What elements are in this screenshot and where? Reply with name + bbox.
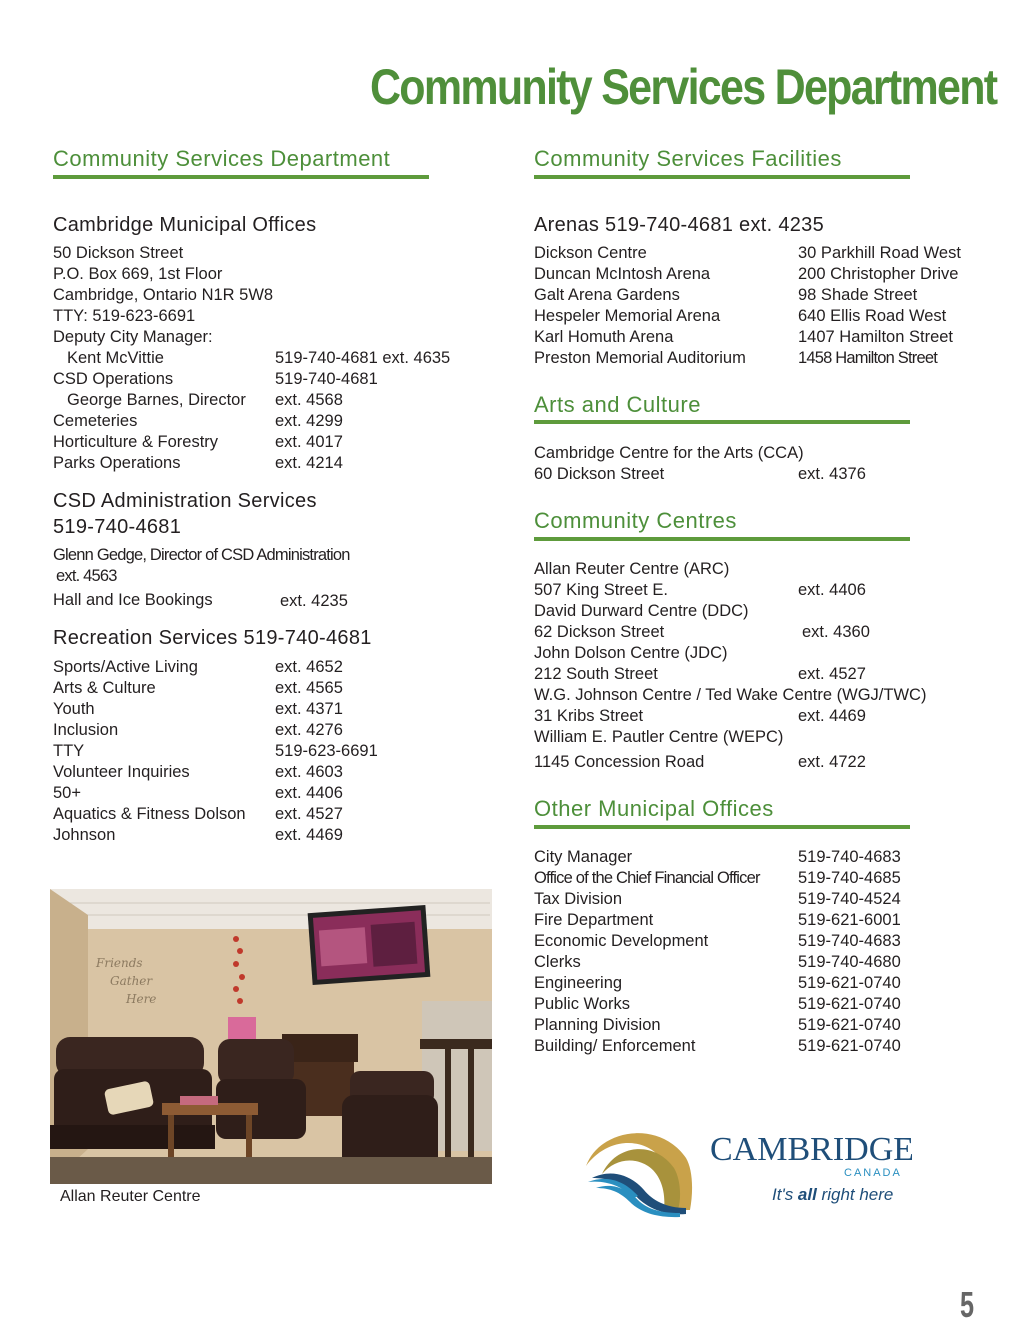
office-name: Economic Development bbox=[534, 932, 709, 950]
arena-name: Preston Memorial Auditorium bbox=[534, 349, 746, 367]
admin-services-title: CSD Administration Services bbox=[53, 490, 317, 512]
recreation-item: Johnson bbox=[53, 826, 116, 844]
contact-name: Kent McVittie bbox=[67, 349, 164, 367]
recreation-ext: ext. 4527 bbox=[275, 805, 343, 823]
address-line: TTY: 519-623-6691 bbox=[53, 307, 196, 325]
section-heading-arts: Arts and Culture bbox=[534, 392, 701, 417]
office-name: Clerks bbox=[534, 953, 581, 971]
section-rule bbox=[534, 825, 910, 829]
arena-address: 640 Ellis Road West bbox=[798, 307, 947, 325]
office-phone: 519-621-0740 bbox=[798, 974, 901, 992]
recreation-item: 50+ bbox=[53, 784, 81, 802]
contact-name: CSD Operations bbox=[53, 370, 174, 388]
section-heading-centres: Community Centres bbox=[534, 508, 737, 533]
centre-address: 1145 Concession Road bbox=[534, 753, 705, 771]
contact-name: Cemeteries bbox=[53, 412, 138, 430]
contact-value: 519-740-4681 bbox=[275, 370, 378, 388]
centre-name: William E. Pautler Centre (WEPC) bbox=[534, 728, 784, 746]
centre-ext: ext. 4722 bbox=[798, 753, 866, 771]
office-name: Building/ Enforcement bbox=[534, 1037, 696, 1055]
arena-name: Galt Arena Gardens bbox=[534, 286, 680, 304]
centre-ext: ext. 4406 bbox=[798, 581, 866, 599]
recreation-item: Volunteer Inquiries bbox=[53, 763, 190, 781]
recreation-item: TTY bbox=[53, 742, 85, 760]
logo-name: CAMBRIDGE bbox=[710, 1131, 912, 1168]
office-name: Fire Department bbox=[534, 911, 654, 929]
centre-address: 507 King Street E. bbox=[534, 581, 668, 599]
office-phone: 519-740-4524 bbox=[798, 890, 901, 908]
address-line: Deputy City Manager: bbox=[53, 328, 213, 346]
recreation-item: Youth bbox=[53, 700, 95, 718]
section-rule bbox=[53, 175, 429, 179]
section-rule bbox=[534, 420, 910, 424]
centre-address: 31 Kribs Street bbox=[534, 707, 644, 725]
office-phone: 519-621-0740 bbox=[798, 1016, 901, 1034]
contact-name: Horticulture & Forestry bbox=[53, 433, 219, 451]
centre-name: John Dolson Centre (JDC) bbox=[534, 644, 728, 662]
section-heading-facilities: Community Services Facilities bbox=[534, 146, 842, 171]
office-phone: 519-621-6001 bbox=[798, 911, 901, 929]
arena-name: Karl Homuth Arena bbox=[534, 328, 674, 346]
office-name: Planning Division bbox=[534, 1016, 661, 1034]
contact-value: ext. 4568 bbox=[275, 391, 343, 409]
office-phone: 519-740-4683 bbox=[798, 848, 901, 866]
arena-address: 1458 Hamilton Street bbox=[798, 349, 938, 367]
recreation-ext: ext. 4276 bbox=[275, 721, 343, 739]
office-phone: 519-740-4683 bbox=[798, 932, 901, 950]
cambridge-logo bbox=[582, 1118, 912, 1218]
section-rule bbox=[534, 175, 910, 179]
recreation-ext: 519-623-6691 bbox=[275, 742, 378, 760]
arts-centre-name: Cambridge Centre for the Arts (CCA) bbox=[534, 444, 804, 462]
hall-bookings-ext: ext. 4235 bbox=[280, 592, 348, 610]
arena-name: Dickson Centre bbox=[534, 244, 647, 262]
recreation-ext: ext. 4469 bbox=[275, 826, 343, 844]
section-heading-csd: Community Services Department bbox=[53, 146, 391, 171]
wall-text: Here bbox=[126, 992, 157, 1006]
arena-address: 98 Shade Street bbox=[798, 286, 918, 304]
contact-name: Parks Operations bbox=[53, 454, 181, 472]
admin-director: Glenn Gedge, Director of CSD Administration bbox=[53, 546, 350, 564]
wall-text: Friends bbox=[96, 956, 143, 970]
photo-caption: Allan Reuter Centre bbox=[60, 1188, 201, 1205]
office-phone: 519-740-4685 bbox=[798, 869, 901, 887]
address-line: P.O. Box 669, 1st Floor bbox=[53, 265, 223, 283]
office-name: Tax Division bbox=[534, 890, 623, 908]
recreation-ext: ext. 4652 bbox=[275, 658, 343, 676]
contact-value: 519-740-4681 ext. 4635 bbox=[275, 349, 451, 367]
contact-value: ext. 4017 bbox=[275, 433, 343, 451]
admin-services-phone: 519-740-4681 bbox=[53, 516, 182, 538]
centre-address: 212 South Street bbox=[534, 665, 658, 683]
admin-director-ext: ext. 4563 bbox=[56, 567, 117, 585]
recreation-ext: ext. 4406 bbox=[275, 784, 343, 802]
centre-name: Allan Reuter Centre (ARC) bbox=[534, 560, 730, 578]
address-line: 50 Dickson Street bbox=[53, 244, 184, 262]
office-phone: 519-740-4680 bbox=[798, 953, 901, 971]
contact-value: ext. 4214 bbox=[275, 454, 343, 472]
arena-address: 1407 Hamilton Street bbox=[798, 328, 954, 346]
contact-value: ext. 4299 bbox=[275, 412, 343, 430]
cambridge-emblem-icon bbox=[582, 1118, 912, 1218]
section-heading-offices: Other Municipal Offices bbox=[534, 796, 774, 821]
office-name: Engineering bbox=[534, 974, 623, 992]
office-phone: 519-621-0740 bbox=[798, 995, 901, 1013]
office-name: City Manager bbox=[534, 848, 633, 866]
arts-centre-ext: ext. 4376 bbox=[798, 465, 866, 483]
wall-text: Gather bbox=[110, 974, 153, 988]
logo-tagline: It's all right here bbox=[772, 1185, 894, 1204]
arena-name: Duncan McIntosh Arena bbox=[534, 265, 711, 283]
logo-sub: CANADA bbox=[844, 1167, 902, 1179]
arenas-title: Arenas 519-740-4681 ext. 4235 bbox=[534, 214, 825, 236]
hall-bookings-label: Hall and Ice Bookings bbox=[53, 591, 213, 609]
section-rule bbox=[534, 537, 910, 541]
arena-name: Hespeler Memorial Arena bbox=[534, 307, 721, 325]
address-line: Cambridge, Ontario N1R 5W8 bbox=[53, 286, 274, 304]
centre-name: W.G. Johnson Centre / Ted Wake Centre (WGJ/TWC) bbox=[534, 686, 927, 704]
arena-address: 200 Christopher Drive bbox=[798, 265, 959, 283]
recreation-title: Recreation Services 519-740-4681 bbox=[53, 627, 372, 649]
recreation-item: Arts & Culture bbox=[53, 679, 156, 697]
municipal-offices-title: Cambridge Municipal Offices bbox=[53, 214, 317, 236]
centre-name: David Durward Centre (DDC) bbox=[534, 602, 749, 620]
recreation-item: Inclusion bbox=[53, 721, 119, 739]
office-name: Office of the Chief Financial Officer bbox=[534, 869, 760, 887]
arena-address: 30 Parkhill Road West bbox=[798, 244, 961, 262]
allan-reuter-centre-photo bbox=[50, 889, 492, 1184]
page-number: 5 bbox=[959, 1284, 974, 1325]
recreation-ext: ext. 4603 bbox=[275, 763, 343, 781]
contact-name: George Barnes, Director bbox=[67, 391, 246, 409]
recreation-ext: ext. 4565 bbox=[275, 679, 343, 697]
page-title: Community Services Department bbox=[369, 59, 996, 115]
recreation-item: Aquatics & Fitness Dolson bbox=[53, 805, 246, 823]
centre-ext: ext. 4360 bbox=[802, 623, 870, 641]
arts-centre-address: 60 Dickson Street bbox=[534, 465, 665, 483]
centre-ext: ext. 4527 bbox=[798, 665, 866, 683]
recreation-ext: ext. 4371 bbox=[275, 700, 343, 718]
office-phone: 519-621-0740 bbox=[798, 1037, 901, 1055]
recreation-item: Sports/Active Living bbox=[53, 658, 198, 676]
office-name: Public Works bbox=[534, 995, 630, 1013]
centre-address: 62 Dickson Street bbox=[534, 623, 665, 641]
centre-ext: ext. 4469 bbox=[798, 707, 866, 725]
